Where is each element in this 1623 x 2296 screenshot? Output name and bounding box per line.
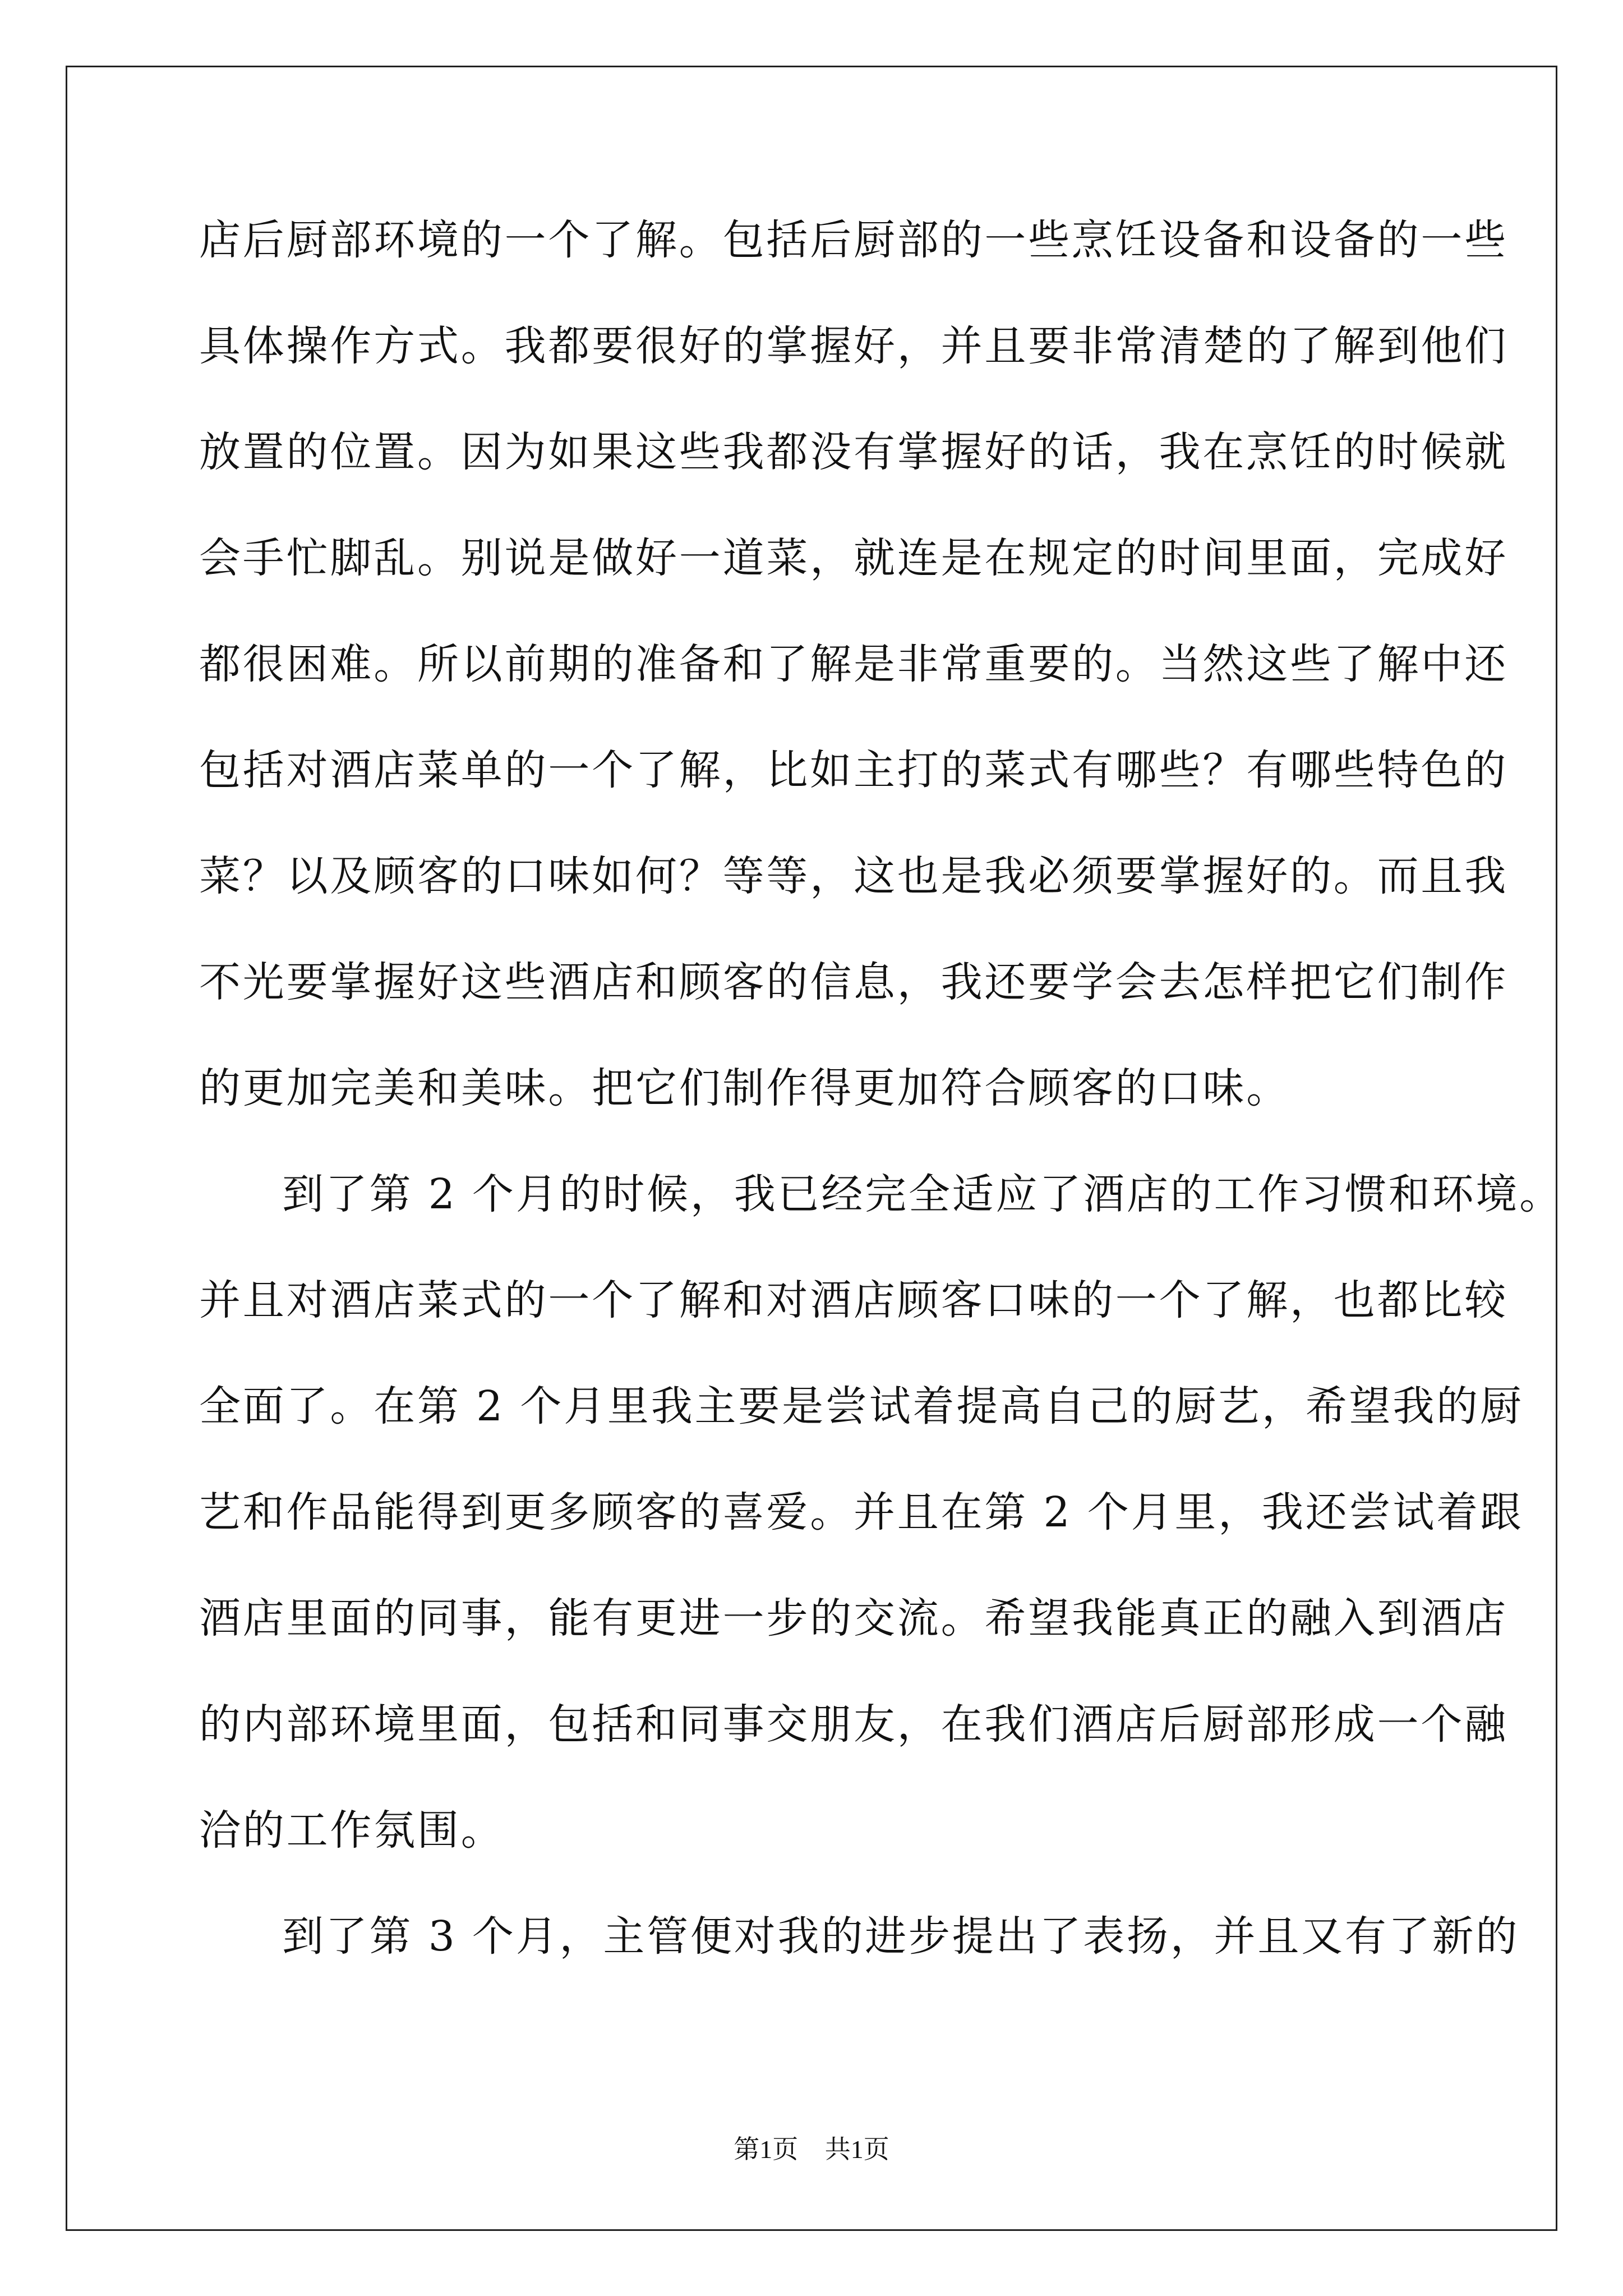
document-body xyxy=(199,212,1563,2014)
text-line: 不光要掌握好这些酒店和顾客的信息，我还要学会去怎样把它们制作 xyxy=(199,958,1508,1006)
text-line: 店后厨部环境的一个了解。包括后厨部的一些烹饪设备和设备的一些 xyxy=(199,216,1508,264)
paragraph-first-line: 到了第 2 个月的时候，我已经完全适应了酒店的工作习惯和环境。 xyxy=(282,1170,1563,1218)
text-line: 的更加完美和美味。把它们制作得更加符合顾客的口味。 xyxy=(199,1064,1290,1112)
text-line: 菜？以及顾客的口味如何？等等，这也是我必须要掌握好的。而且我 xyxy=(199,852,1508,900)
page-number-total: 共1页 xyxy=(824,2135,889,2164)
text-line: 放置的位置。因为如果这些我都没有掌握好的话，我在烹饪的时候就 xyxy=(199,428,1508,476)
page-footer xyxy=(0,2133,1623,2166)
paragraph-first-line: 到了第 3 个月，主管便对我的进步提出了表扬，并且又有了新的 xyxy=(282,1912,1520,1961)
page-number-current: 第1页 xyxy=(734,2135,799,2164)
text-line: 洽的工作氛围。 xyxy=(199,1806,505,1855)
text-line: 包括对酒店菜单的一个了解，比如主打的菜式有哪些？有哪些特色的 xyxy=(199,746,1508,794)
text-line: 的内部环境里面，包括和同事交朋友，在我们酒店后厨部形成一个融 xyxy=(199,1700,1508,1749)
text-line: 会手忙脚乱。别说是做好一道菜，就连是在规定的时间里面，完成好 xyxy=(199,534,1508,582)
text-line: 酒店里面的同事，能有更进一步的交流。希望我能真正的融入到酒店 xyxy=(199,1594,1508,1642)
text-line: 都很困难。所以前期的准备和了解是非常重要的。当然这些了解中还 xyxy=(199,640,1508,688)
text-line: 并且对酒店菜式的一个了解和对酒店顾客口味的一个了解，也都比较 xyxy=(199,1276,1508,1324)
text-line: 具体操作方式。我都要很好的掌握好，并且要非常清楚的了解到他们 xyxy=(199,322,1508,370)
text-line: 全面了。在第 2 个月里我主要是尝试着提高自己的厨艺，希望我的厨 xyxy=(199,1382,1524,1430)
text-line: 艺和作品能得到更多顾客的喜爱。并且在第 2 个月里，我还尝试着跟 xyxy=(199,1488,1524,1536)
